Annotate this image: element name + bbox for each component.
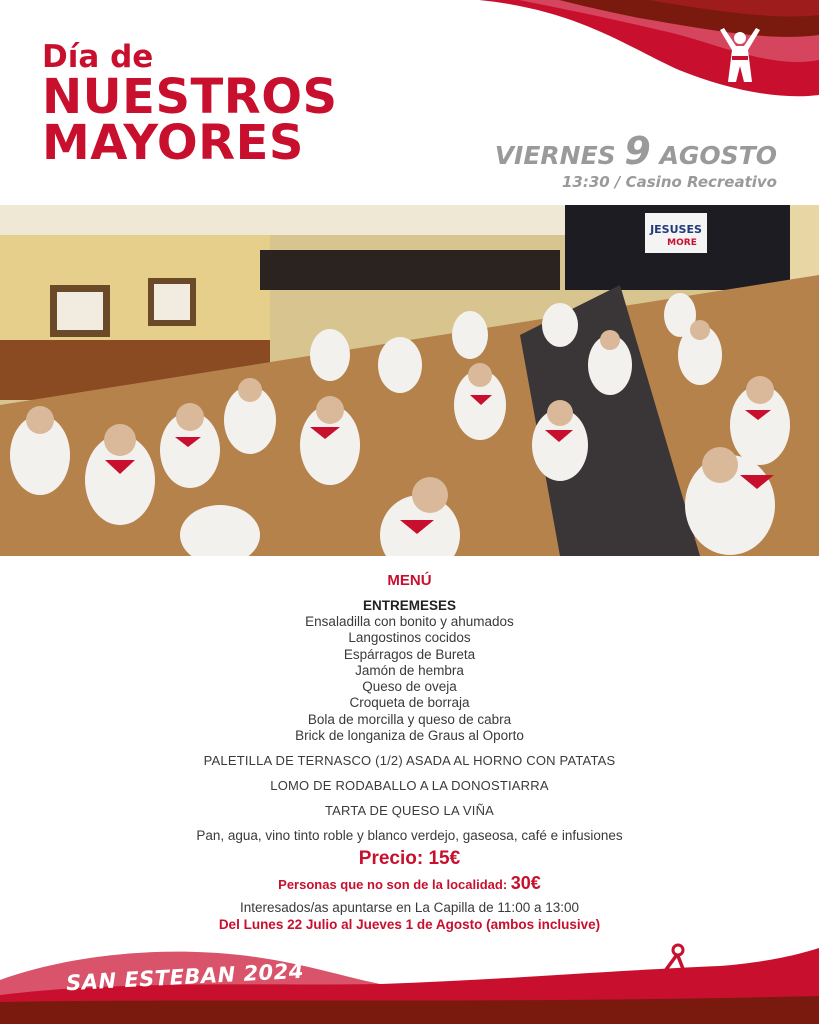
footer <box>0 940 819 1024</box>
footer-brand: SAN ESTEBAN 2024 <box>65 958 305 996</box>
starter-item: Langostinos cocidos <box>348 630 471 646</box>
starter-item: Espárragos de Bureta <box>343 646 476 662</box>
menu-title: MENÚ <box>387 572 432 589</box>
title-line-2: NUESTROS <box>42 69 338 125</box>
starter-item: Queso de oveja <box>362 679 457 695</box>
nonlocal-price <box>0 872 819 896</box>
nonlocal-label: Personas que no son de la localidad: <box>278 877 508 893</box>
starter-item: Jamón de hembra <box>355 662 464 678</box>
date-day: 9 <box>624 129 651 173</box>
starter-item: Ensaladilla con bonito y ahumados <box>305 614 514 629</box>
title-line-1: Día de <box>42 39 154 75</box>
drinks-line: Pan, agua, vino tinto roble y blanco verdejo, gaseosa, café e infusiones <box>196 828 623 844</box>
banquet-hall-photo <box>0 205 819 556</box>
nonlocal-amount: 30€ <box>510 873 541 894</box>
menu-section <box>0 570 819 933</box>
main-course-item: LOMO DE RODABALLO A LA DONOSTIARRA <box>270 778 549 794</box>
date-month: AGOSTO <box>659 141 777 170</box>
event-date <box>494 129 777 191</box>
event-photo <box>0 205 819 556</box>
time-and-place: 13:30 / Casino Recreativo <box>561 173 777 191</box>
date-weekday: VIERNES <box>494 141 616 170</box>
event-title <box>42 39 338 171</box>
stage-banner-text: JESUSES <box>650 223 702 236</box>
starter-item: Brick de longaniza de Graus al Oporto <box>295 728 524 744</box>
top-wave-decoration <box>479 0 819 100</box>
main-course-item: PALETILLA DE TERNASCO (1/2) ASADA AL HORNO CON PATATAS <box>203 753 616 769</box>
starters-title: ENTREMESES <box>362 598 457 613</box>
svg-text:MORE: MORE <box>667 238 697 248</box>
header <box>0 0 819 205</box>
person-arms-raised-icon <box>712 26 768 92</box>
dessert-item: TARTA DE QUESO LA VIÑA <box>324 803 495 819</box>
price-label: Precio: 15€ <box>358 848 461 870</box>
starter-item: Bola de morcilla y queso de cabra <box>307 711 512 727</box>
figure-a-logo-icon <box>648 942 702 996</box>
title-line-3: MAYORES <box>42 115 304 171</box>
signup-info: Interesados/as apuntarse en La Capilla de 11:00 a 13:00 <box>240 900 579 916</box>
starter-item: Croqueta de borraja <box>349 695 470 711</box>
signup-dates: Del Lunes 22 Julio al Jueves 1 de Agosto (ambos inclusive) <box>218 917 601 933</box>
